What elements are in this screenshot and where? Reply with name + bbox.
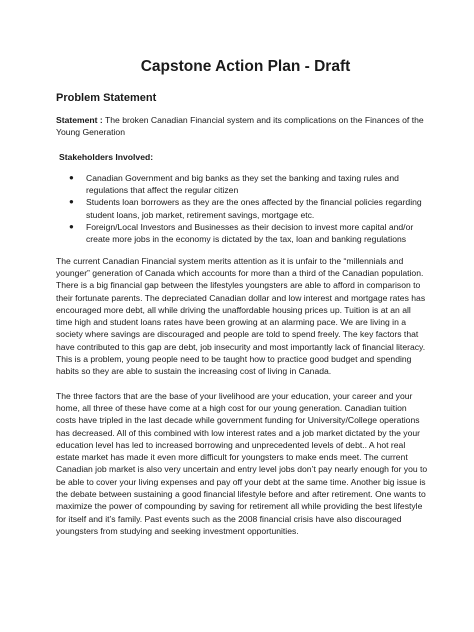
stakeholder-item [69, 221, 429, 246]
stakeholder-text: Foreign/Local Investors and Businesses as their decision to invest more capital and/or create more jobs in the economy is dictated by the tax, loan and banking regulations [86, 222, 414, 245]
bullet-icon: ● [69, 197, 74, 207]
bullet-icon: ● [69, 222, 74, 232]
stakeholder-item [69, 196, 429, 221]
document-title: Capstone Action Plan - Draft [140, 58, 351, 75]
body-paragraph: The current Canadian Financial system merits attention as it is unfair to the “millennials and younger” generation of Canada which accounts for more than a third of the Canadian population. There is a big financial gap between the lifestyles youngsters are able to afford in comparison to their fortunate parents. The depreciated Canadian dollar and low interest and mortgage rates has encouraged more debt, all while driving the unaffordable housing prices up. Tuition is at an all time high and student loans rates have been growing at an alarming pace. We are living in a society where savings are discouraged and people are told to spend freely. The key factors that have contributed to this gap are debt, job insecurity and most importantly lack of financial literacy. This is a problem, young people need to be taught how to practice good budget and spending habits so they are able to sustain the increasing cost of living in Canada. [56, 255, 426, 377]
statement-text: The broken Canadian Financial system and its complications on the Finances of the Young Generation [56, 115, 424, 138]
problem-statement-heading: Problem Statement [56, 92, 157, 104]
stakeholder-text: Canadian Government and big banks as they set the banking and taxing rules and regulations that affect the regular citizen [86, 172, 399, 196]
body-paragraph: The three factors that are the base of your livelihood are your education, your career and your home, all three of these have come at a high cost for our young generation. Canadian tuition costs have tripled in the last decade while government funding for University/College operations has decreased. All of this combined with low interest rates and a job market dictated by the your education level has led to increased borrowing and unprecedented levels of debt.. A hot real estate market has made it even more difficult for youngsters to make ends meet. The current Canadian job market is also very uncertain and entry level jobs don’t pay nearly enough for you to be able to cover your living expenses and pay off your debt at the same time. Another big issue is the debate between sustaining a good financial lifestyle before and after retirement. One wants to maximize the power of compounding by saving for retirement all while providing the best lifestyle for itself and it’s family. Past events such as the 2008 financial crisis have also discouraged youngsters from studying and seeking investment opportunities. [56, 390, 428, 536]
statement-paragraph [56, 114, 429, 139]
bullet-icon: ● [69, 172, 74, 182]
stakeholders-list [56, 172, 429, 246]
statement-label: Statement : [56, 115, 103, 125]
stakeholder-item [69, 172, 429, 197]
stakeholders-heading: Stakeholders Involved: [59, 151, 154, 162]
stakeholder-text: Students loan borrowers as they are the ones affected by the financial policies regarding student loans, job market, retirement savings, mortgage etc. [86, 197, 422, 220]
